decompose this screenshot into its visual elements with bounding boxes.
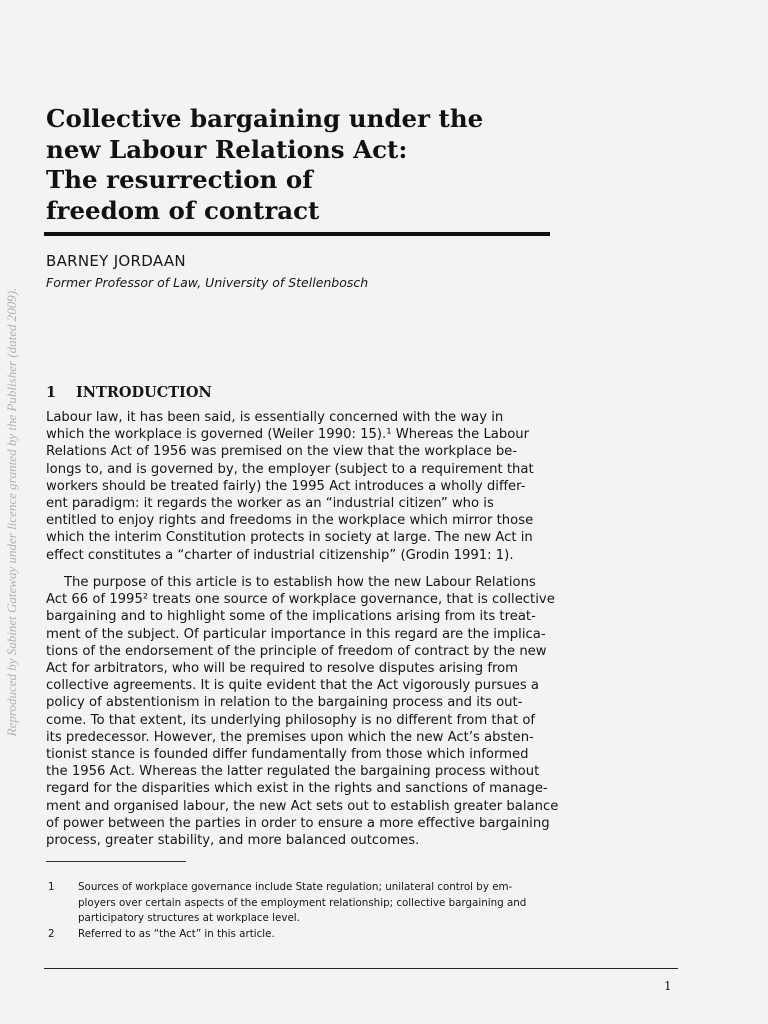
text-line: Act for arbitrators, who will be required to resolve disputes arising from <box>46 661 519 677</box>
section-number: 1 <box>46 384 57 401</box>
copyright-watermark: Reproduced by Sabinet Gateway under licence granted by the Publisher (dated 2009). <box>4 287 19 737</box>
text-line: process, greater stability, and more balanced outcomes. <box>46 833 420 849</box>
page-footer-rule <box>44 968 678 969</box>
text-line: Relations Act of 1956 was premised on the view that the workplace be- <box>46 444 518 460</box>
text-line: The purpose of this article is to establish how the new Labour Relations <box>64 575 536 590</box>
title-line: freedom of contract <box>46 195 320 225</box>
page-number: 1 <box>664 979 672 993</box>
text-line: entitled to enjoy rights and freedoms in the workplace which mirror those <box>46 513 534 529</box>
footnotes <box>48 880 526 942</box>
footnote <box>48 880 526 927</box>
title-line: new Labour Relations Act: <box>46 134 408 164</box>
text-line: tionist stance is founded differ fundamentally from those which informed <box>46 747 529 763</box>
author-name: BARNEY JORDAAN <box>46 252 186 270</box>
text-line: workers should be treated fairly) the 1995 Act introduces a wholly differ- <box>46 478 526 494</box>
text-line: effect constitutes a “charter of industrial citizenship” (Grodin 1991: 1). <box>46 547 514 563</box>
text-line: ent paradigm: it regards the worker as an “industrial citizen” who is <box>46 496 494 512</box>
title-line: The resurrection of <box>46 165 313 194</box>
text-line: its predecessor. However, the premises upon which the new Act’s absten- <box>46 729 534 745</box>
article-title <box>46 104 566 226</box>
text-line: Labour law, it has been said, is essentially concerned with the way in <box>46 410 504 425</box>
text-line: policy of abstentionism in relation to the bargaining process and its out- <box>46 695 523 711</box>
body-paragraph <box>46 409 534 564</box>
text-line: bargaining and to highlight some of the implications arising from its treat- <box>46 609 536 625</box>
text-line: longs to, and is governed by, the employer (subject to a requirement that <box>46 461 534 477</box>
text-line: which the interim Constitution protects in society at large. The new Act in <box>46 530 533 546</box>
text-line: tions of the endorsement of the principle of freedom of contract by the new <box>46 643 547 659</box>
footnote-divider <box>46 861 186 862</box>
title-divider <box>44 232 550 236</box>
text-line: regard for the disparities which exist in the rights and sanctions of manage- <box>46 781 548 797</box>
footnote <box>48 927 526 943</box>
footnote-line: ployers over certain aspects of the employment relationship; collective bargaining and <box>78 896 527 909</box>
footnote-text <box>78 927 275 943</box>
title-line: Collective bargaining under the <box>46 104 484 133</box>
section-title: INTRODUCTION <box>76 384 212 401</box>
footnote-line: Referred to as “the Act” in this article. <box>78 927 275 940</box>
footnote-number: 2 <box>48 927 55 940</box>
text-line: Act 66 of 1995² treats one source of workplace governance, that is collective <box>46 592 555 608</box>
footnote-number: 1 <box>48 881 55 893</box>
author-affiliation: Former Professor of Law, University of Stellenbosch <box>46 275 369 290</box>
body-paragraph <box>46 574 558 849</box>
footnote-line: participatory structures at workplace level. <box>78 912 300 924</box>
footnote-line: Sources of workplace governance include State regulation; unilateral control by em- <box>78 881 513 893</box>
text-line: of power between the parties in order to ensure a more effective bargaining <box>46 815 550 831</box>
text-line: which the workplace is governed (Weiler 1990: 15).¹ Whereas the Labour <box>46 427 530 443</box>
text-line: ment and organised labour, the new Act sets out to establish greater balance <box>46 798 559 814</box>
section-heading <box>46 384 212 401</box>
text-line: ment of the subject. Of particular importance in this regard are the implica- <box>46 626 546 642</box>
text-line: collective agreements. It is quite evident that the Act vigorously pursues a <box>46 678 539 694</box>
footnote-text <box>78 880 526 927</box>
text-line: come. To that extent, its underlying philosophy is no different from that of <box>46 712 536 728</box>
text-line: the 1956 Act. Whereas the latter regulated the bargaining process without <box>46 764 540 780</box>
